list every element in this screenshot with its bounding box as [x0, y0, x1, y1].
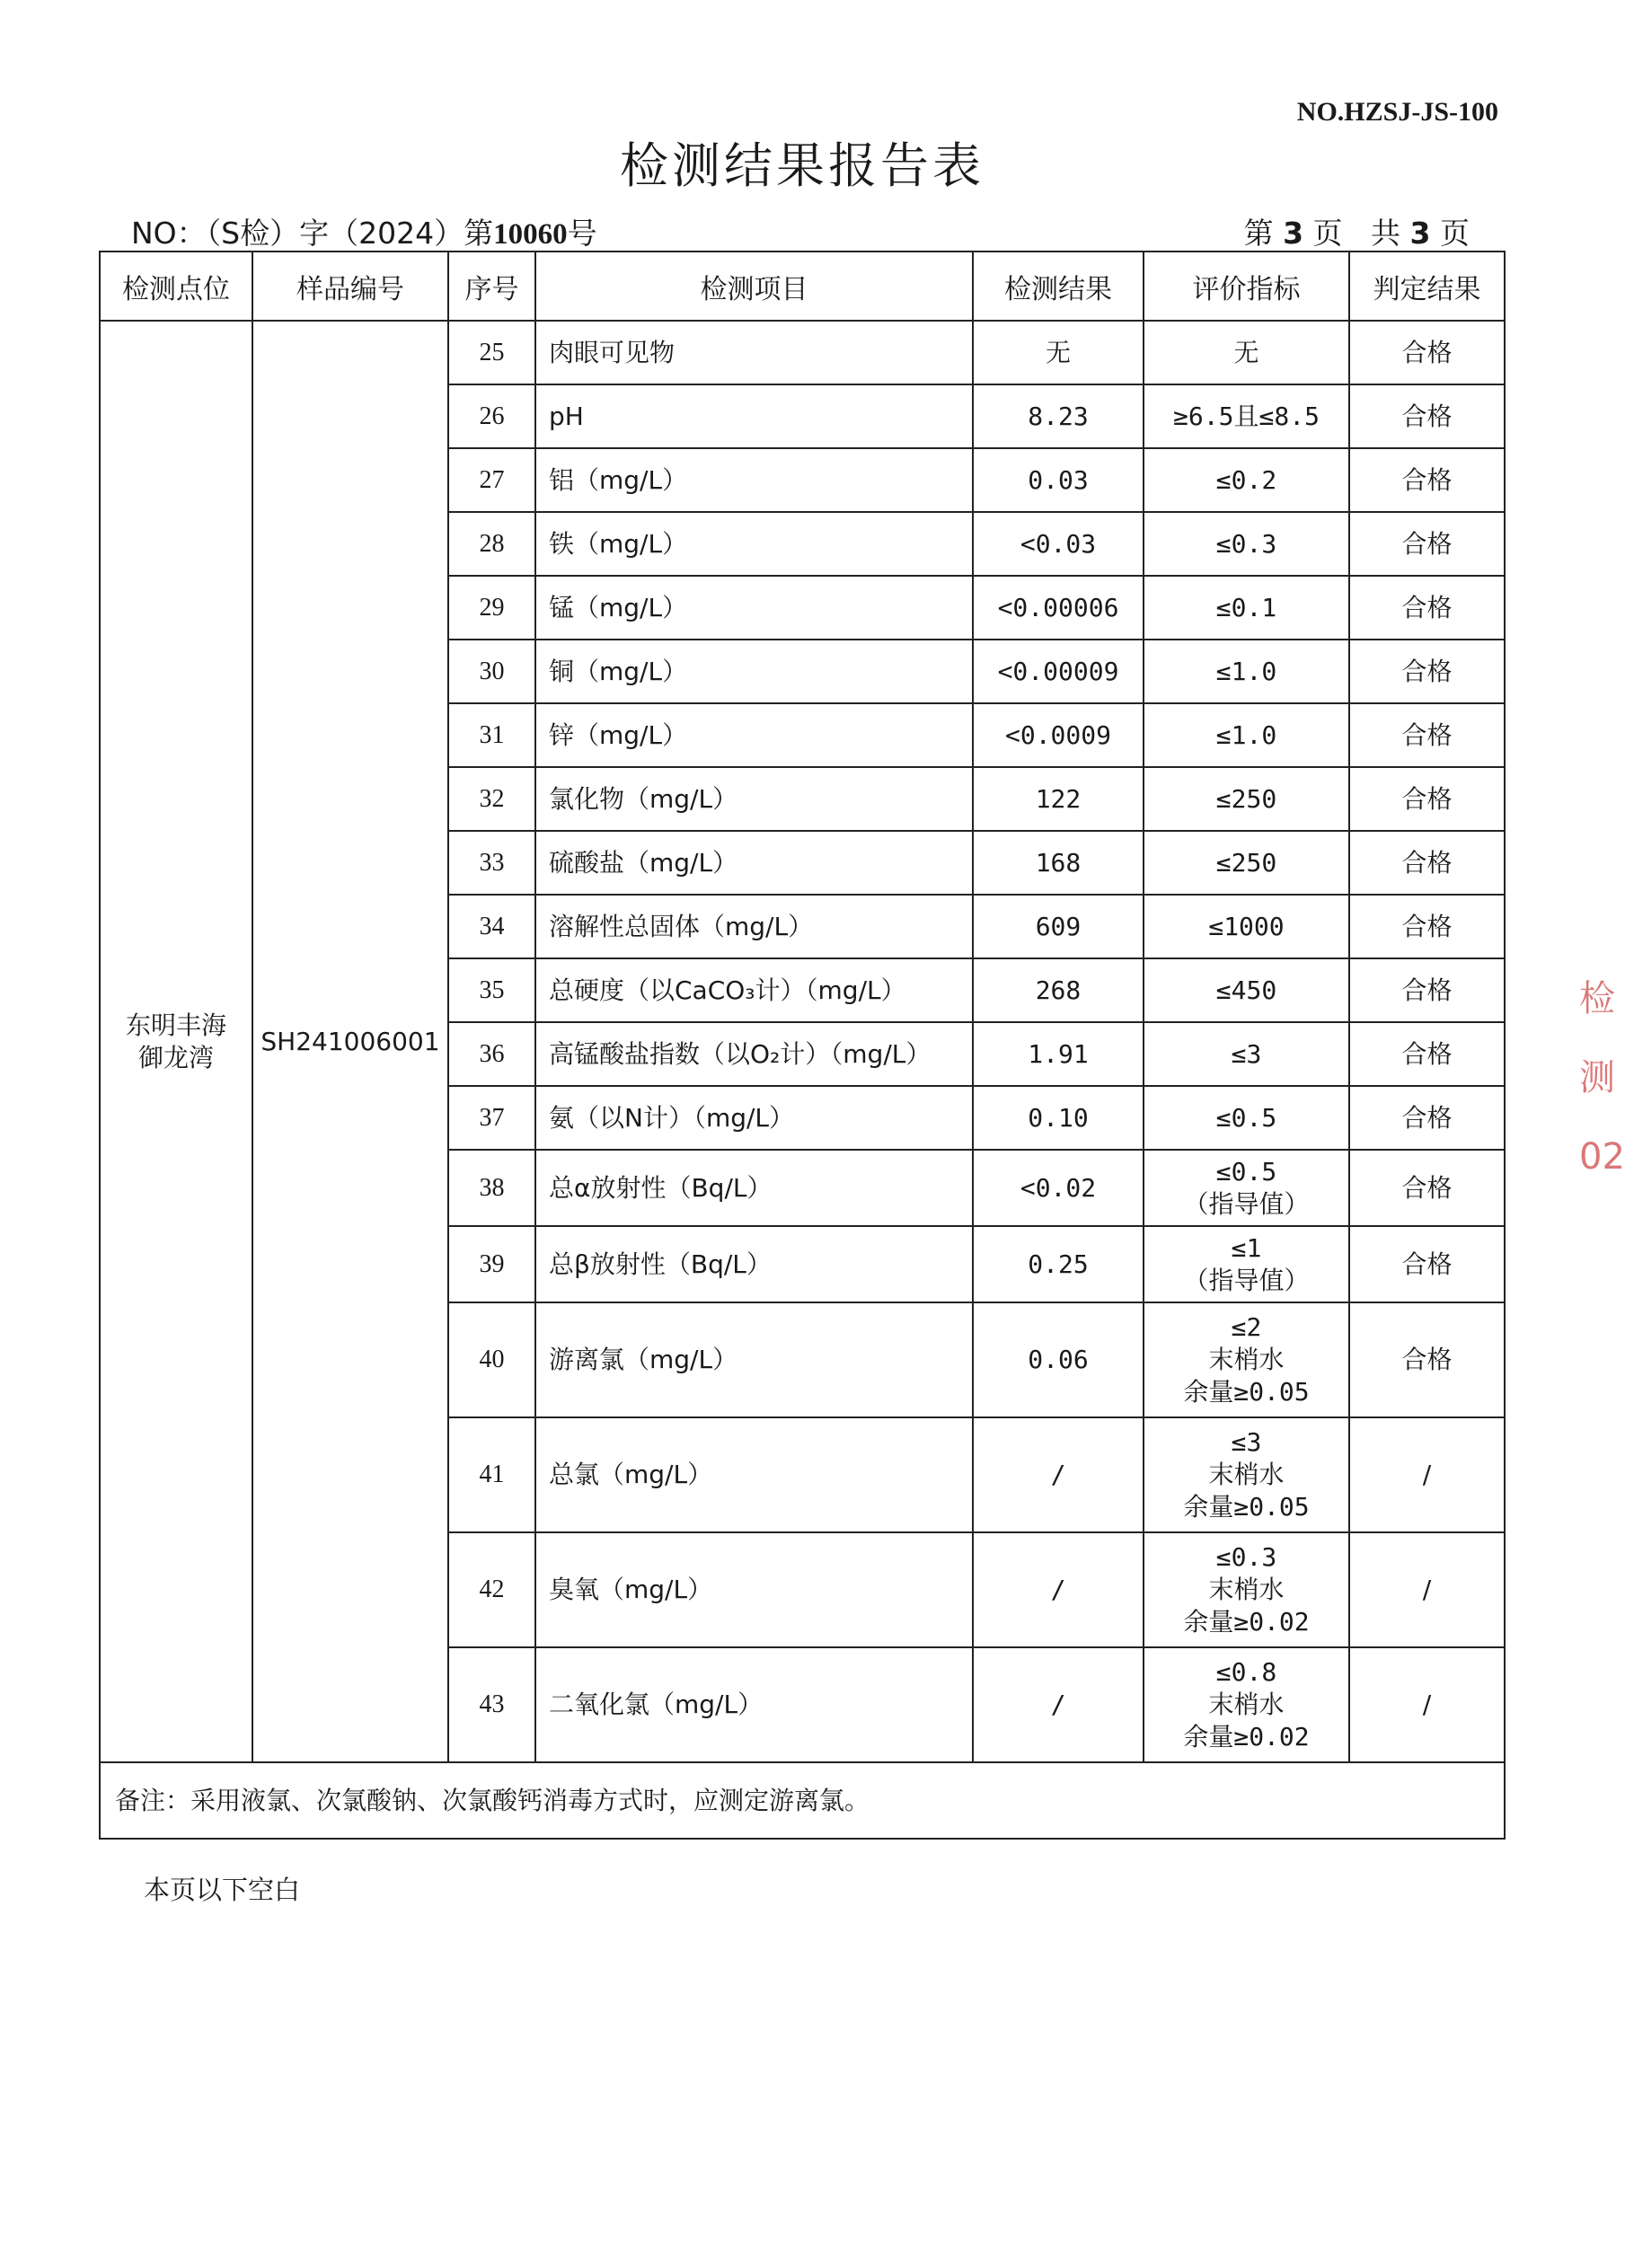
- result-cell: 1.91: [973, 1022, 1144, 1086]
- standard-cell: ≤1.0: [1144, 640, 1349, 703]
- judgement-cell: 合格: [1349, 321, 1505, 384]
- item-cell: 锰（mg/L）: [535, 576, 973, 640]
- page-current-suffix: 页: [1312, 216, 1343, 251]
- item-cell: 游离氯（mg/L）: [535, 1302, 973, 1417]
- standard-cell: ≤0.8 末梢水 余量≥0.02: [1144, 1647, 1349, 1762]
- judgement-cell: 合格: [1349, 1302, 1505, 1417]
- standard-cell: ≤1.0: [1144, 703, 1349, 767]
- standard-cell: ≤0.3 末梢水 余量≥0.02: [1144, 1532, 1349, 1647]
- judgement-cell: 合格: [1349, 448, 1505, 512]
- page-info: [1244, 210, 1470, 252]
- item-cell: 总氯（mg/L）: [535, 1417, 973, 1532]
- report-number-suffix: 号: [567, 216, 597, 251]
- seq-cell: 25: [448, 321, 535, 384]
- item-cell: 二氧化氯（mg/L）: [535, 1647, 973, 1762]
- seq-cell: 31: [448, 703, 535, 767]
- result-cell: <0.02: [973, 1150, 1144, 1226]
- seq-cell: 42: [448, 1532, 535, 1647]
- report-number-prefix: NO：（S检）字（2024）第: [131, 216, 494, 251]
- item-cell: 总β放射性（Bq/L）: [535, 1226, 973, 1302]
- result-cell: 168: [973, 831, 1144, 895]
- seal-char: 测: [1579, 1057, 1615, 1099]
- item-cell: 臭氧（mg/L）: [535, 1532, 973, 1647]
- result-cell: 268: [973, 958, 1144, 1022]
- seq-cell: 36: [448, 1022, 535, 1086]
- item-cell: pH: [535, 384, 973, 448]
- report-title: 检测结果报告表: [620, 137, 985, 194]
- judgement-cell: 合格: [1349, 384, 1505, 448]
- sample-id-cell: SH241006001: [252, 321, 448, 1762]
- seq-cell: 29: [448, 576, 535, 640]
- seq-cell: 34: [448, 895, 535, 958]
- item-cell: 肉眼可见物: [535, 321, 973, 384]
- standard-cell: ≤3: [1144, 1022, 1349, 1086]
- seq-cell: 33: [448, 831, 535, 895]
- item-cell: 铁（mg/L）: [535, 512, 973, 576]
- item-cell: 铜（mg/L）: [535, 640, 973, 703]
- standard-cell: ≤250: [1144, 831, 1349, 895]
- item-cell: 总α放射性（Bq/L）: [535, 1150, 973, 1226]
- judgement-cell: 合格: [1349, 1150, 1505, 1226]
- seq-cell: 28: [448, 512, 535, 576]
- report-number: [131, 210, 597, 252]
- standard-cell: ≤0.3: [1144, 512, 1349, 576]
- seq-cell: 32: [448, 767, 535, 831]
- col-header-sample-id: 样品编号: [252, 252, 448, 321]
- judgement-cell: 合格: [1349, 767, 1505, 831]
- judgement-cell: /: [1349, 1647, 1505, 1762]
- judgement-cell: 合格: [1349, 895, 1505, 958]
- judgement-cell: 合格: [1349, 1086, 1505, 1150]
- remark-row: [100, 1762, 1505, 1839]
- item-cell: 氨（以N计）（mg/L）: [535, 1086, 973, 1150]
- item-cell: 总硬度（以CaCO₃计）（mg/L）: [535, 958, 973, 1022]
- judgement-cell: 合格: [1349, 703, 1505, 767]
- page-current: 3: [1283, 216, 1304, 251]
- table-body: [100, 321, 1505, 1762]
- result-cell: /: [973, 1532, 1144, 1647]
- seq-cell: 43: [448, 1647, 535, 1762]
- seq-cell: 27: [448, 448, 535, 512]
- standard-cell: ≤450: [1144, 958, 1349, 1022]
- judgement-cell: 合格: [1349, 958, 1505, 1022]
- page-current-prefix: 第: [1243, 216, 1274, 251]
- item-cell: 氯化物（mg/L）: [535, 767, 973, 831]
- report-number-value: 10060: [493, 218, 568, 251]
- page-total-suffix: 页: [1440, 216, 1470, 251]
- blank-below-note: 本页以下空白: [144, 1875, 301, 1905]
- location-cell: 东明丰海 御龙湾: [100, 321, 252, 1762]
- result-cell: 122: [973, 767, 1144, 831]
- standard-cell: ≤3 末梢水 余量≥0.05: [1144, 1417, 1349, 1532]
- result-cell: <0.00006: [973, 576, 1144, 640]
- result-cell: <0.00009: [973, 640, 1144, 703]
- table-row: [100, 321, 1505, 384]
- standard-cell: ≤1000: [1144, 895, 1349, 958]
- document-number: NO.HZSJ-JS-100: [1296, 97, 1498, 127]
- standard-cell: ≤0.5 （指导值）: [1144, 1150, 1349, 1226]
- judgement-cell: 合格: [1349, 831, 1505, 895]
- judgement-cell: /: [1349, 1532, 1505, 1647]
- page-total-prefix: 共: [1371, 216, 1401, 251]
- seq-cell: 35: [448, 958, 535, 1022]
- page-total: 3: [1409, 216, 1431, 251]
- item-cell: 铝（mg/L）: [535, 448, 973, 512]
- col-header-location: 检测点位: [100, 252, 252, 321]
- standard-cell: ≤2 末梢水 余量≥0.05: [1144, 1302, 1349, 1417]
- judgement-cell: 合格: [1349, 576, 1505, 640]
- col-header-result: 检测结果: [973, 252, 1144, 321]
- item-cell: 锌（mg/L）: [535, 703, 973, 767]
- result-cell: /: [973, 1647, 1144, 1762]
- result-cell: 0.25: [973, 1226, 1144, 1302]
- seal-stamp-edge: [1579, 959, 1625, 1283]
- judgement-cell: 合格: [1349, 512, 1505, 576]
- seq-cell: 40: [448, 1302, 535, 1417]
- remark: 备注：采用液氯、次氯酸钠、次氯酸钙消毒方式时，应测定游离氯。: [100, 1762, 1505, 1839]
- seq-cell: 26: [448, 384, 535, 448]
- standard-cell: ≥6.5且≤8.5: [1144, 384, 1349, 448]
- seal-char: 02: [1579, 1136, 1625, 1178]
- table-header-row: [100, 252, 1505, 321]
- seq-cell: 38: [448, 1150, 535, 1226]
- item-cell: 高锰酸盐指数（以O₂计）（mg/L）: [535, 1022, 973, 1086]
- item-cell: 硫酸盐（mg/L）: [535, 831, 973, 895]
- standard-cell: ≤0.1: [1144, 576, 1349, 640]
- seq-cell: 30: [448, 640, 535, 703]
- seq-cell: 41: [448, 1417, 535, 1532]
- col-header-judgement: 判定结果: [1349, 252, 1505, 321]
- col-header-seq: 序号: [448, 252, 535, 321]
- col-header-standard: 评价指标: [1144, 252, 1349, 321]
- result-cell: /: [973, 1417, 1144, 1532]
- standard-cell: ≤0.5: [1144, 1086, 1349, 1150]
- result-cell: 0.06: [973, 1302, 1144, 1417]
- result-cell: 8.23: [973, 384, 1144, 448]
- result-cell: 0.03: [973, 448, 1144, 512]
- standard-cell: ≤1 （指导值）: [1144, 1226, 1349, 1302]
- result-cell: 无: [973, 321, 1144, 384]
- seal-char: 检: [1579, 978, 1615, 1019]
- results-table: [99, 251, 1506, 1840]
- result-cell: 609: [973, 895, 1144, 958]
- result-cell: <0.0009: [973, 703, 1144, 767]
- result-cell: <0.03: [973, 512, 1144, 576]
- judgement-cell: 合格: [1349, 640, 1505, 703]
- judgement-cell: 合格: [1349, 1022, 1505, 1086]
- standard-cell: 无: [1144, 321, 1349, 384]
- col-header-item: 检测项目: [535, 252, 973, 321]
- judgement-cell: /: [1349, 1417, 1505, 1532]
- standard-cell: ≤250: [1144, 767, 1349, 831]
- result-cell: 0.10: [973, 1086, 1144, 1150]
- judgement-cell: 合格: [1349, 1226, 1505, 1302]
- item-cell: 溶解性总固体（mg/L）: [535, 895, 973, 958]
- seq-cell: 37: [448, 1086, 535, 1150]
- seq-cell: 39: [448, 1226, 535, 1302]
- standard-cell: ≤0.2: [1144, 448, 1349, 512]
